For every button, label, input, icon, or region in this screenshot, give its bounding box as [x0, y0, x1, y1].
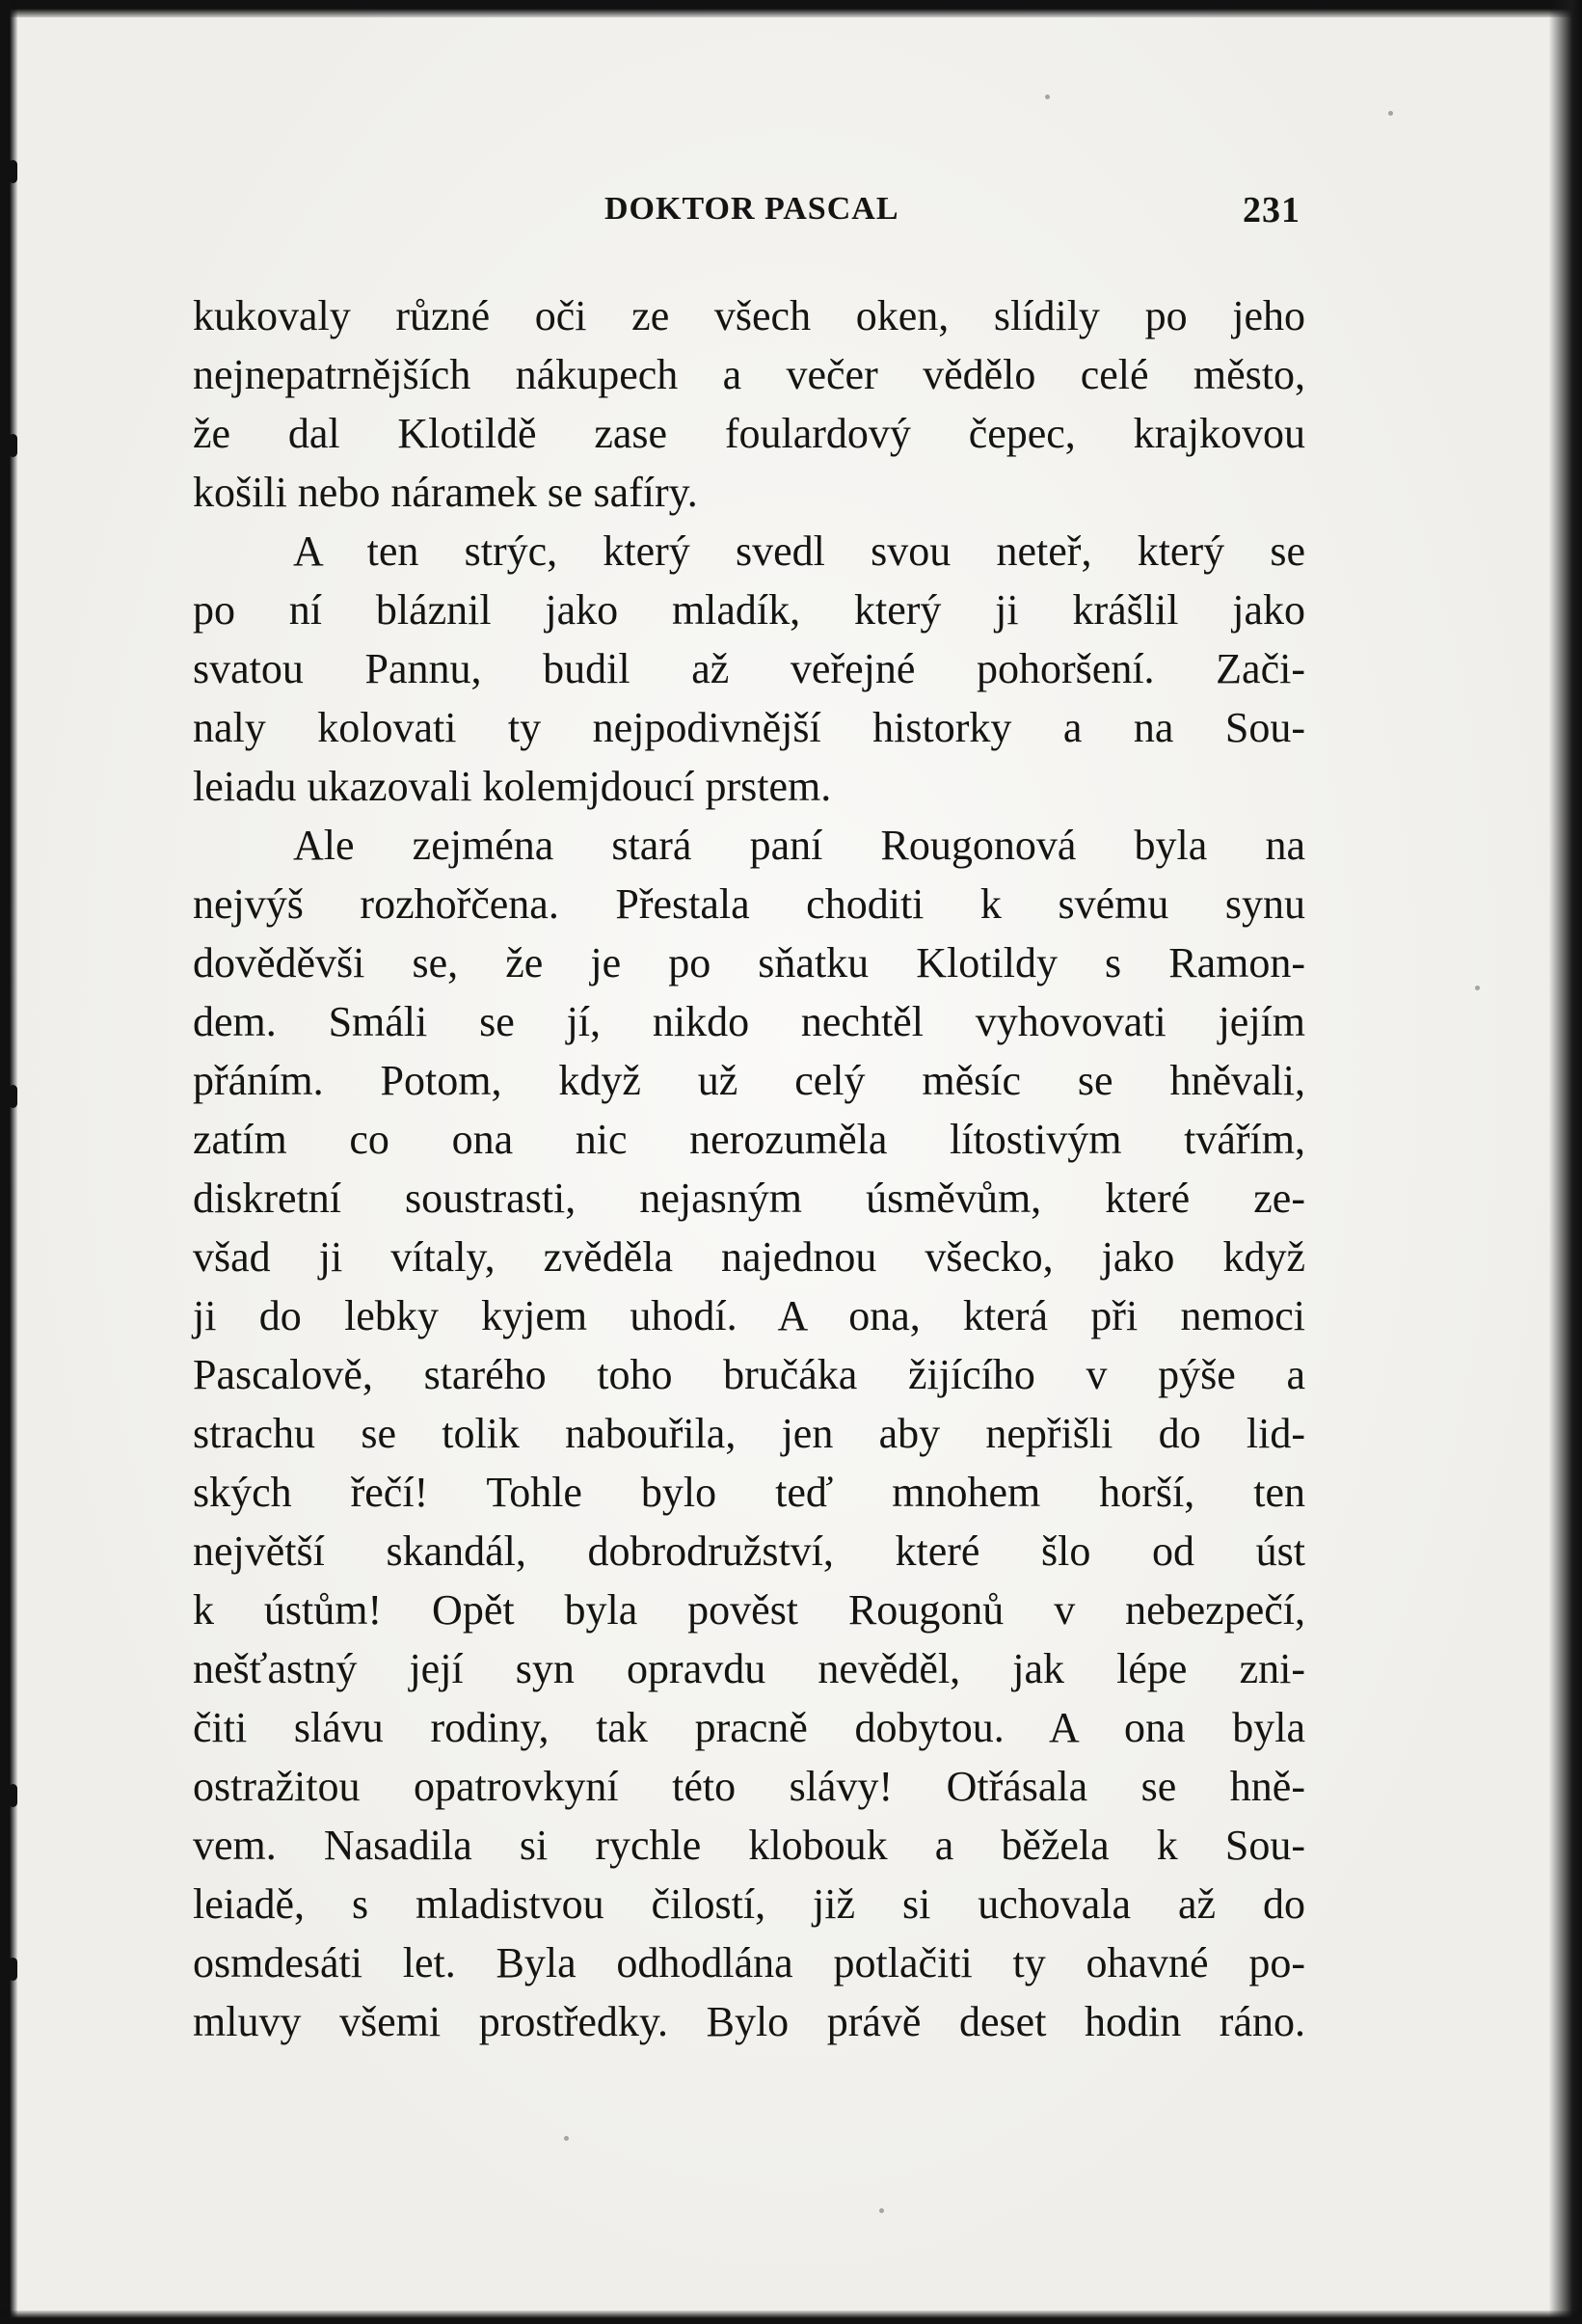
text-line: A ten strýc, který svedl svou neteř, který se	[293, 527, 1305, 575]
text-line: kukovaly různé oči ze všech oken, slídily po jeho	[193, 292, 1305, 339]
text-line: mluvy všemi prostředky. Bylo právě deset hodin ráno.	[193, 1998, 1305, 2045]
scan-top-border	[0, 0, 1582, 17]
binding-mark	[9, 434, 17, 457]
paper-speck	[1475, 986, 1480, 990]
scan-right-border	[1549, 0, 1582, 2324]
text-line: strachu se tolik nabouřila, jen aby nepřišli do lid-	[193, 1410, 1305, 1457]
text-line: nešťastný její syn opravdu nevěděl, jak lépe zni-	[193, 1645, 1305, 1692]
text-line: ji do lebky kyjem uhodí. A ona, která při nemoci	[193, 1292, 1305, 1339]
paper-speck	[879, 2208, 884, 2213]
text-line: dověděvši se, že je po sňatku Klotildy s Ramon-	[193, 939, 1305, 986]
text-line: ských řečí! Tohle bylo teď mnohem horší, ten	[193, 1469, 1305, 1516]
binding-mark	[9, 1085, 17, 1108]
text-line: naly kolovati ty nejpodivnější historky a na Sou-	[193, 704, 1305, 751]
binding-mark	[9, 160, 17, 183]
text-line: všad ji vítaly, zvěděla najednou všecko, jako když	[193, 1233, 1305, 1281]
running-head: DOKTOR PASCAL	[604, 191, 899, 227]
text-line: přáním. Potom, když už celý měsíc se hněvali,	[193, 1057, 1305, 1104]
text-line: nejnepatrnějších nákupech a večer vědělo celé město,	[193, 351, 1305, 398]
text-line: svatou Pannu, budil až veřejné pohoršení. Zači-	[193, 645, 1305, 692]
text-line: po ní bláznil jako mladík, který ji krášlil jako	[193, 586, 1305, 634]
text-line: ostražitou opatrovkyní této slávy! Otřásala se hně-	[193, 1763, 1305, 1810]
text-line: osmdesáti let. Byla odhodlána potlačiti ty ohavné po-	[193, 1939, 1305, 1986]
text-line: čiti slávu rodiny, tak pracně dobytou. A ona byla	[193, 1704, 1305, 1751]
text-line: diskretní soustrasti, nejasným úsměvům, které ze-	[193, 1175, 1305, 1222]
text-line: že dal Klotildě zase foulardový čepec, krajkovou	[193, 410, 1305, 457]
body-text	[193, 289, 1305, 2064]
paper-speck	[1045, 95, 1050, 99]
text-line: největší skandál, dobrodružství, které šlo od úst	[193, 1527, 1305, 1575]
text-line: Pascalově, starého toho bručáka žijícího v pýše a	[193, 1351, 1305, 1398]
text-line: vem. Nasadila si rychle klobouk a běžela k Sou-	[193, 1822, 1305, 1869]
binding-mark	[9, 1784, 17, 1807]
text-line: zatím co ona nic nerozuměla lítostivým tvářím,	[193, 1116, 1305, 1163]
text-line: leiadě, s mladistvou čilostí, již si uchovala až do	[193, 1880, 1305, 1928]
paper-speck	[564, 2136, 569, 2141]
scan-bottom-border	[0, 2310, 1582, 2324]
paper-speck	[1388, 111, 1393, 116]
text-line: leiadu ukazovali kolemjdoucí prstem.	[193, 763, 832, 810]
text-line: nejvýš rozhořčena. Přestala choditi k svému synu	[193, 880, 1305, 928]
binding-mark	[9, 1958, 17, 1981]
text-line: k ústům! Opět byla pověst Rougonů v nebezpečí,	[193, 1586, 1305, 1634]
text-line: košili nebo náramek se safíry.	[193, 469, 698, 516]
page-number: 231	[1243, 190, 1300, 230]
text-line: dem. Smáli se jí, nikdo nechtěl vyhovovati jejím	[193, 998, 1305, 1045]
text-line: Ale zejména stará paní Rougonová byla na	[293, 822, 1305, 869]
